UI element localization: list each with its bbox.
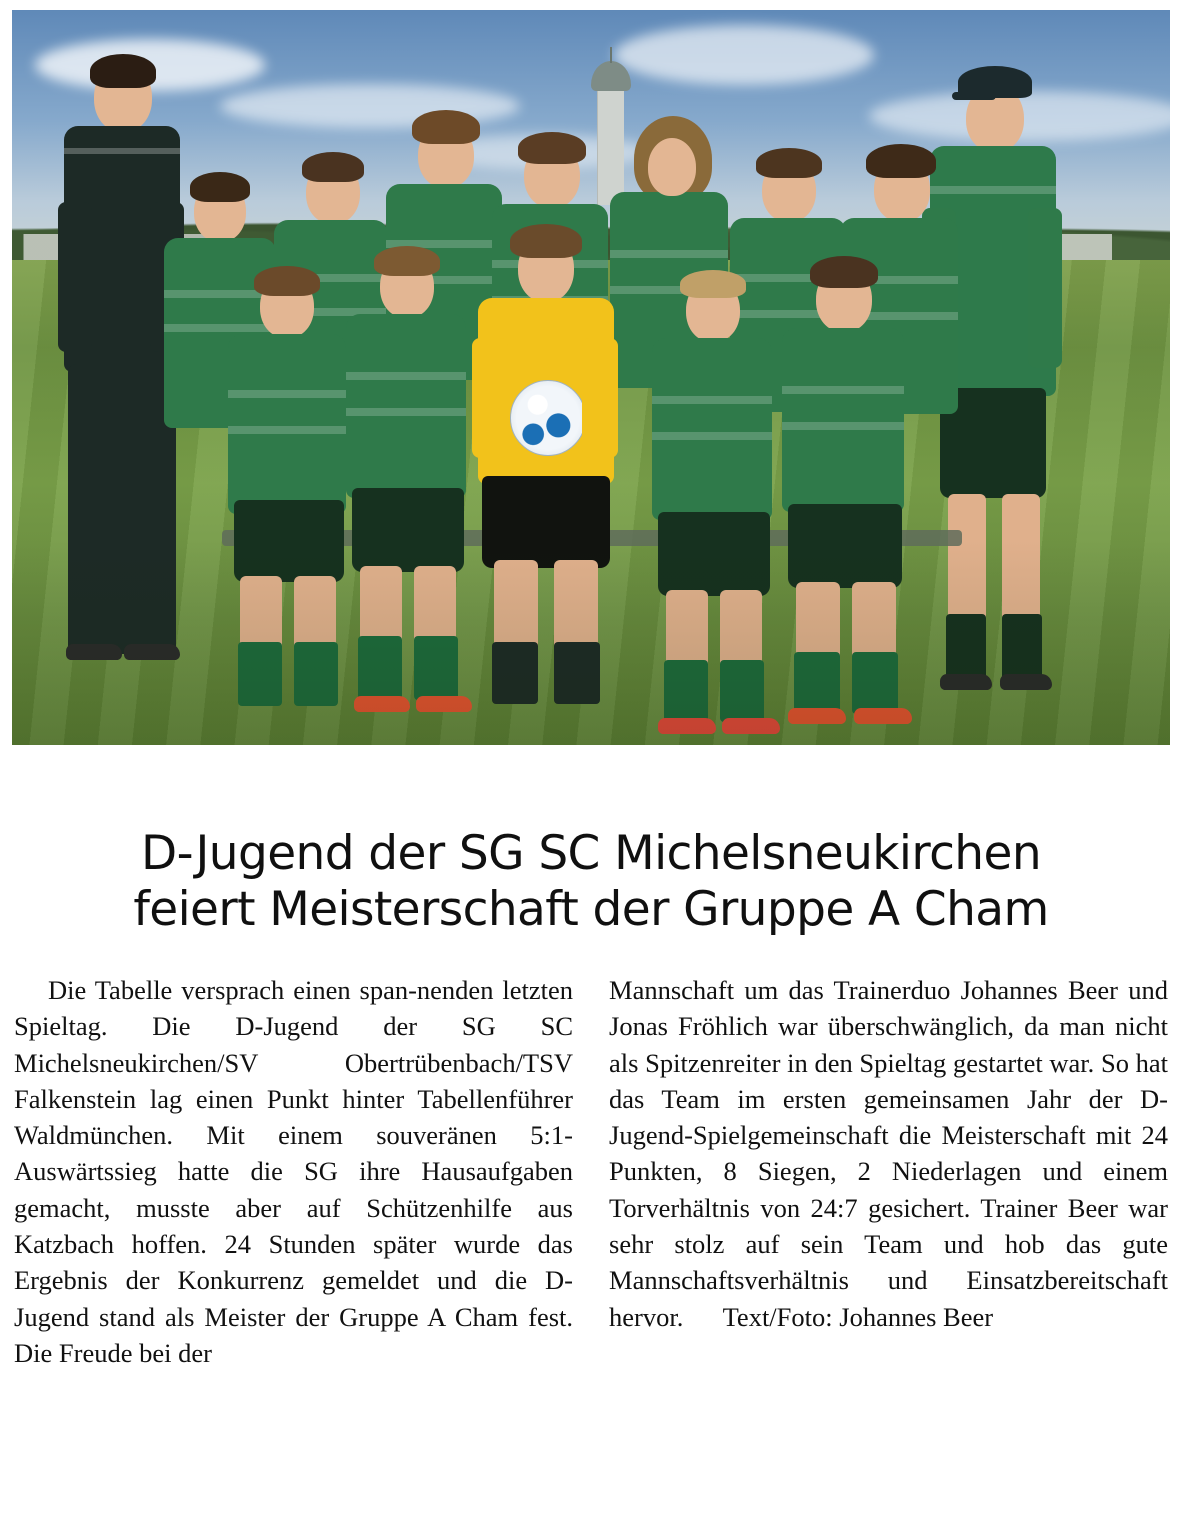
headline-line-1: D-Jugend der SG SC Michelsneukirchen	[140, 826, 1042, 882]
hair	[810, 256, 878, 288]
hair	[374, 246, 440, 276]
ground-shadow	[12, 539, 1170, 745]
face	[648, 138, 696, 196]
jersey	[346, 314, 466, 498]
hair	[190, 172, 250, 202]
hair	[302, 152, 364, 182]
team-photo	[12, 10, 1170, 745]
arm	[472, 338, 508, 458]
hair	[756, 148, 822, 178]
arm	[58, 202, 92, 352]
jersey	[652, 338, 772, 520]
arm	[1028, 208, 1062, 368]
photo-canvas	[12, 10, 1170, 745]
article-column-left	[14, 972, 573, 1512]
hair	[866, 144, 936, 178]
article-column-right	[609, 972, 1168, 1512]
page-title	[26, 826, 1156, 937]
football-icon	[510, 380, 586, 456]
hair	[518, 132, 586, 164]
cap-icon	[958, 66, 1032, 98]
article-body	[14, 972, 1168, 1512]
hair	[90, 54, 156, 88]
photo-credit: Text/Foto: Johannes Beer	[683, 1301, 994, 1332]
article-paragraph-right	[609, 972, 1168, 1335]
hair	[412, 110, 480, 144]
headline-line-2: feiert Meisterschaft der Gruppe A Cham	[133, 881, 1049, 937]
cloud-icon	[614, 25, 874, 85]
hair	[254, 266, 320, 296]
jersey	[228, 334, 346, 514]
hair	[680, 270, 746, 298]
jersey	[782, 328, 904, 512]
article-paragraph-left: Die Tabelle versprach einen span-nenden letzten Spieltag. Die D-Jugend der SG SC Michelsneukirchen/SV Obertrübenbach/TSV Falkenstein lag einen Punkt hinter Tabellenführer Waldmünchen. Mit einem souveränen 5:1-Auswärtssieg hatte die SG ihre Hausaufgaben gemacht, musste aber auf Schützenhilfe aus Katzbach hoffen. 24 Stunden später wurde das Ergebnis der Konkurrenz gemeldet und die D-Jugend stand als Meister der Gruppe A Cham fest. Die Freude bei der	[14, 975, 573, 1368]
arm	[582, 338, 618, 458]
article-text-right: Mannschaft um das Trainerduo Johannes Beer und Jonas Fröhlich war überschwänglich, da man nicht als Spitzenreiter in den Spieltag gestartet war. So hat das Team im ersten gemeinsamen Jahr der D-Jugend-Spielgemeinschaft die Meisterschaft mit 24 Punkten, 8 Siegen, 2 Niederlagen und einem Torverhältnis von 24:7 gesichert. Trainer Beer war sehr stolz auf sein Team und hob das gute Mannschaftsverhältnis und Einsatzbereitschaft hervor.	[609, 975, 1168, 1332]
hair	[510, 224, 582, 258]
